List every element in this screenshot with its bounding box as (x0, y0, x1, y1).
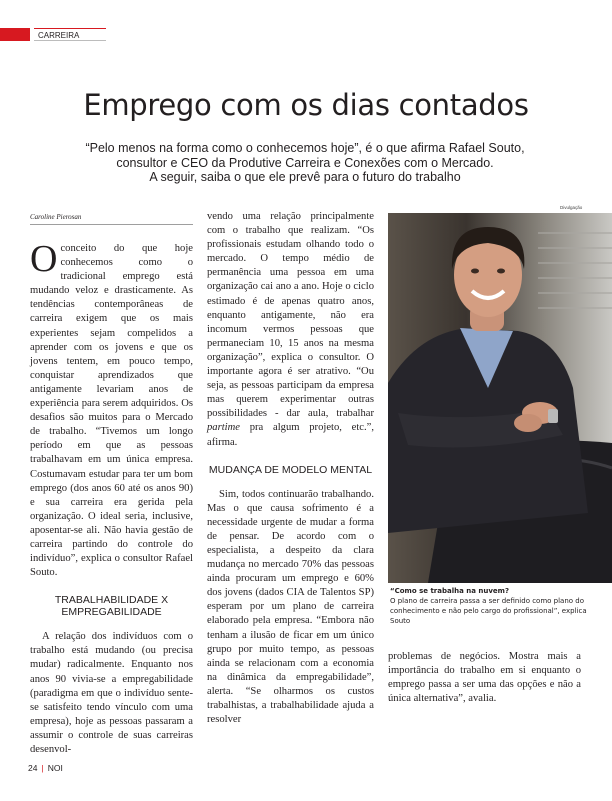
body-column-2 (207, 210, 374, 727)
page-footer (28, 763, 63, 773)
paragraph-continuation-text: vendo uma relação principalmente com o trabalho que realizam. “Os profissionais estudam olhando todo o mercado. O tempo médio de permanência uma pessoa em uma organização cai ano a ano. Hoje o ciclo estimado é de apenas quatro anos, enquanto antigamente, não era incomum vermos pessoas que permaneciam 10, 15 anos na mesma organização”, explica o consultor. O importante agora é ser atrativo. “Ou seja, as pessoas participam da empresa mas querem experimentar outras possibilidades - dar aula, trabalhar (207, 211, 374, 420)
portrait-photo (388, 213, 612, 583)
paragraph-mudanca: Sim, todos continuarão trabalhando. Mas o que causa sofrimento é a necessidade urgente de mudar a forma de pensar. De acordo com o especialista, a despeito da clara mudança no mercado 70% das pessoas ainda procuram um emprego e 60% dos jovens (dados CIA de Talentos SP) esperam por um plano de carreira elaborado pela empresa. “Embora não tenham a ilusão de ficar em um único grupo por muito tempo, as pessoas ainda se relacionam com a economia na dinâmica da empregabilidade”, alerta. “Se olharmos os custos trabalhistas, a trabalhabilidade ajuda a resolver (207, 488, 374, 726)
paragraph-continuation-end: pra algum projeto, etc.”, afirma. (207, 422, 375, 448)
body-column-1 (30, 238, 193, 757)
paragraph-intro (30, 238, 193, 580)
lead-line-3: A seguir, saiba o que ele prevê para o futuro do trabalho (149, 170, 461, 184)
paragraph-intro-text: conceito do que hoje conhecemos como o tradicional emprego está mudando veloz e drasticamente. As tendências contemporâneas de carreira exigem que os mais experientes sejam compelidos a aprender com os jovens e que os jovens tentem, em pouco tempo, conquistar aprendizados que antigamente levariam anos de experiência para serem adquiridos. Os desafios são muitos para o Mercado de trabalho. “Tivemos um longo período em que as pessoas trabalhavam em um única empresa. Costumavam estudar para ter um bom emprego (dos anos 60 até os anos 90) e sua carreira era gerida pela organização. O ideal seria, inclusive, aposentar-se ali. Não havia gestão de carreira partindo do controle do indivíduo”, explica o consultor Rafael Souto. (30, 243, 193, 579)
caption-heading: “Como se trabalha na nuvem? (390, 587, 510, 595)
subheading-trabalhabilidade: TRABALHABILIDADE X EMPREGABILIDADE (54, 594, 169, 619)
drop-cap: O (30, 238, 58, 280)
subheading-modelo-mental: MUDANÇA DE MODELO MENTAL (208, 463, 373, 476)
page-number: 24 (28, 763, 38, 773)
author-byline: Caroline Pierosan (30, 213, 193, 225)
footer-separator: | (41, 763, 44, 773)
photo-credit: Divulgação (560, 205, 583, 210)
paragraph-continuation (207, 210, 374, 450)
photo-caption (390, 586, 590, 626)
section-color-tab (0, 28, 30, 41)
paragraph-conclusion: problemas de negócios. Mostra mais a importância do trabalho em si enquanto o emprego passa a ser uma das opções e não a única alternativa”, avalia. (388, 651, 581, 705)
section-label: CARREIRA (34, 28, 106, 41)
article-title: Emprego com os dias contados (83, 88, 529, 122)
portrait-illustration (388, 213, 612, 583)
article-lead (40, 141, 570, 185)
body-column-3 (388, 650, 581, 706)
caption-body: O plano de carreira passa a ser definido como plano do conhecimento e não pelo cargo do profissional”, explica Souto (390, 597, 587, 625)
magazine-name: NOI (47, 763, 63, 773)
lead-line-2: consultor e CEO da Produtive Carreira e Conexões com o Mercado. (116, 155, 494, 170)
lead-line-1: “Pelo menos na forma como o conhecemos hoje”, é o que afirma Rafael Souto, (85, 141, 525, 155)
italic-term: partime (207, 422, 240, 434)
paragraph-relacao: A relação dos indivíduos com o trabalho está mudando (ou precisa mudar) radicalmente. Enquanto nos anos 90 vivia-se a empregabilidade (paradigma em que o indivíduo sente-se satisfeito tendo vínculo com uma empresa), hoje as pessoas passaram a assumir o controle de suas carreiras desenvol- (30, 631, 193, 755)
